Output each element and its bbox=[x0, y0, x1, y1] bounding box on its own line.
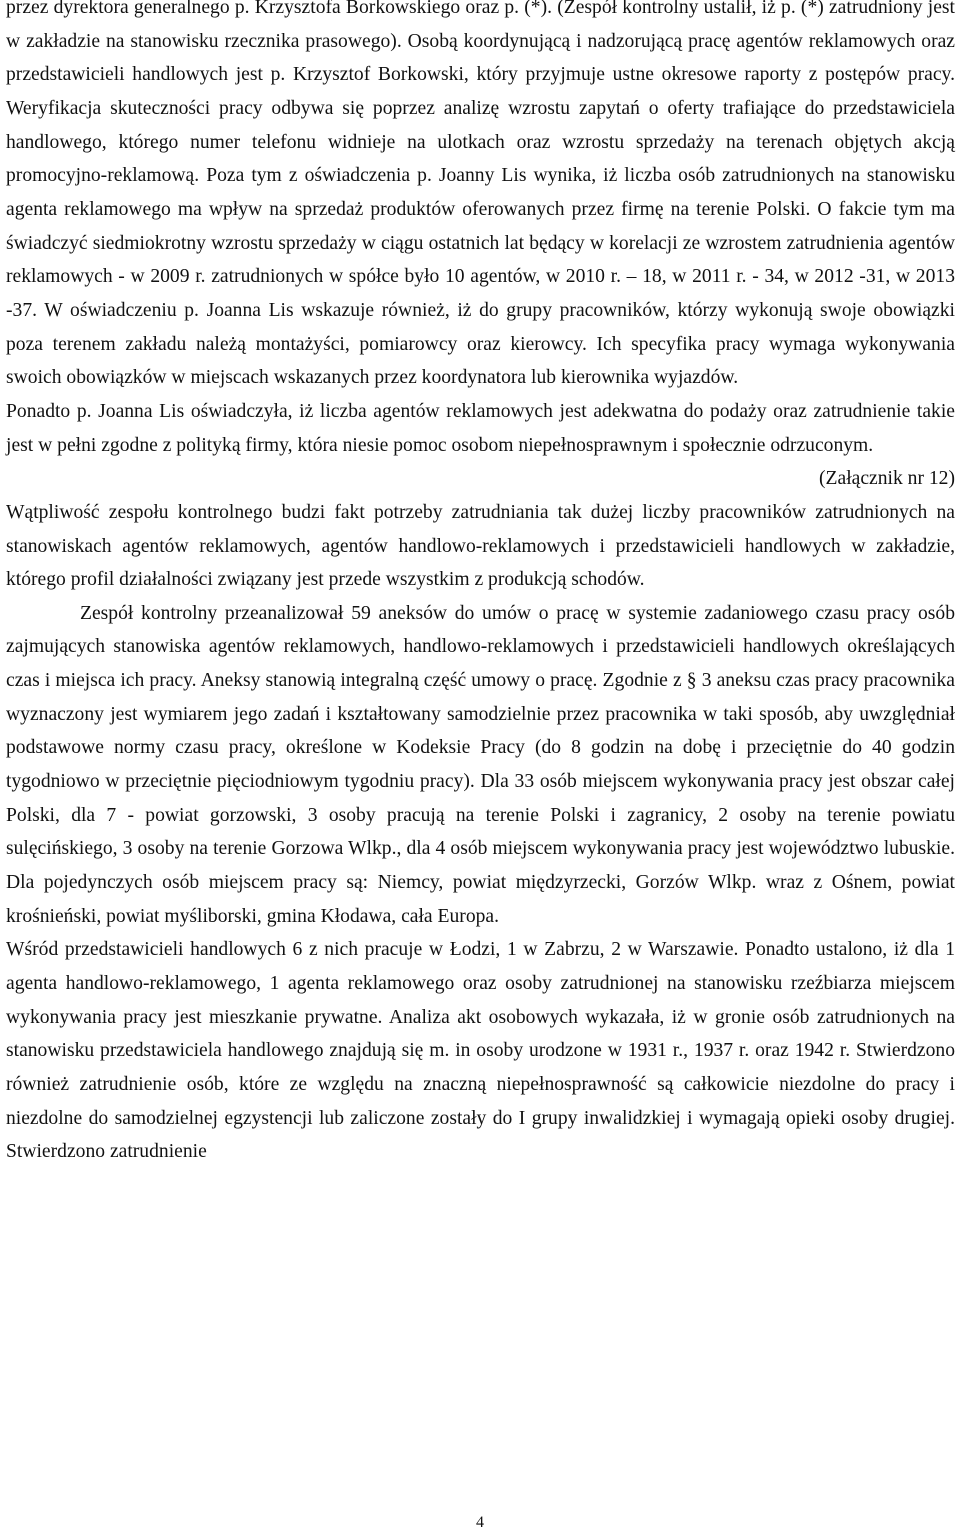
body-paragraph: przez dyrektora generalnego p. Krzysztofa Borkowskiego oraz p. (*). (Zespół kontrolny ustalił, iż p. (*) zatrudniony jest w zakładzie na stanowisku rzecznika prasowego). Osobą koordynującą i nadzorującą pracę agentów reklamowych oraz przedstawicieli handlowych jest p. Krzysztof Borkowski, który przyjmuje ustne okresowe raporty z postępów pracy. Weryfikacja skuteczności pracy odbywa się poprzez analizę wzrostu zapytań o oferty trafiające do przedstawiciela handlowego, którego numer telefonu widnieje na ulotkach oraz wzrostu sprzedaży na terenach objętych akcją promocyjno-reklamową. Poza tym z oświadczenia p. Joanny Lis wynika, iż liczba osób zatrudnionych na stanowisku agenta reklamowego ma wpływ na sprzedaż produktów oferowanych przez firmę na terenie Polski. O fakcie tym ma świadczyć siedmiokrotny wzrostu sprzedaży w ciągu ostatnich lat będący w korelacji ze wzrostem zatrudnienia agentów reklamowych - w 2009 r. zatrudnionych w spółce było 10 agentów, w 2010 r. – 18, w 2011 r. - 34, w 2012 -31, w 2013 -37. W oświadczeniu p. Joanna Lis wskazuje również, iż do grupy pracowników, którzy wykonują swoje obowiązki poza terenem zakładu należą montażyści, pomiarowcy oraz kierowcy. Ich specyfika pracy wymaga wykonywania swoich obowiązków w miejscach wskazanych przez koordynatora lub kierownika wyjazdów. bbox=[6, 0, 955, 389]
body-paragraph: Zespół kontrolny przeanalizował 59 aneksów do umów o pracę w systemie zadaniowego czasu pracy osób zajmujących stanowiska agentów reklamowych, handlowo-reklamowych i przedstawicieli handlowych określających czas i miejsca ich pracy. Aneksy stanowią integralną część umowy o pracę. Zgodnie z § 3 aneksu czas pracy pracownika wyznaczony jest wymiarem jego zadań i kształtowany samodzielnie przez pracownika w taki sposób, aby uwzględniał podstawowe normy czasu pracy, określone w Kodeksie Pracy (do 8 godzin na dobę i przeciętnie do 40 godzin tygodniowo w przeciętnie pięciodniowym tygodniu pracy). Dla 33 osób miejscem wykonywania pracy jest obszar całej Polski, dla 7 - powiat gorzowski, 3 osoby pracują na terenie Polski i zagranicy, 2 osoby na terenie powiatu sulęcińskiego, 3 osoby na terenie Gorzowa Wlkp., dla 4 osób miejscem wykonywania pracy jest województwo lubuskie. Dla pojedynczych osób miejscem pracy są: Niemcy, powiat międzyrzecki, Gorzów Wlkp. wraz z Ośnem, powiat krośnieński, powiat myśliborski, gmina Kłodawa, cała Europa. bbox=[6, 602, 955, 927]
body-paragraph: Wśród przedstawicieli handlowych 6 z nich pracuje w Łodzi, 1 w Zabrzu, 2 w Warszawie. Ponadto ustalono, iż dla 1 agenta handlowo-reklamowego, 1 agenta reklamowego oraz osoby zatrudnionej na stanowisku rzeźbiarza miejscem wykonywania pracy jest mieszkanie prywatne. Analiza akt osobowych wykazała, iż w gronie osób zatrudnionych na stanowisku przedstawiciela handlowego znajdują się m. in osoby urodzone w 1931 r., 1937 r. oraz 1942 r. Stwierdzono również zatrudnienie osób, które ze względu na znaczną niepełnosprawność są całkowicie niezdolne do pracy i niezdolne do samodzielnej egzystencji lub zaliczone zostały do I grupy inwalidzkiej i wymagają opieki osoby drugiej. Stwierdzono zatrudnienie bbox=[6, 939, 955, 1163]
body-paragraph: Ponadto p. Joanna Lis oświadczyła, iż liczba agentów reklamowych jest adekwatna do podaży oraz zatrudnienie takie jest w pełni zgodne z polityką firmy, która niesie pomoc osobom niepełnosprawnym i społecznie odrzuconym. bbox=[6, 400, 955, 456]
document-page bbox=[6, 0, 955, 1169]
attachment-note: (Załącznik nr 12) bbox=[819, 468, 955, 490]
body-paragraph: Wątpliwość zespołu kontrolnego budzi fakt potrzeby zatrudniania tak dużej liczby pracowników zatrudnionych na stanowiskach agentów reklamowych, agentów handlowo-reklamowych i przedstawicieli handlowych w zakładzie, którego profil działalności związany jest przede wszystkim z produkcją schodów. bbox=[6, 501, 955, 591]
page-number: 4 bbox=[476, 1514, 484, 1531]
